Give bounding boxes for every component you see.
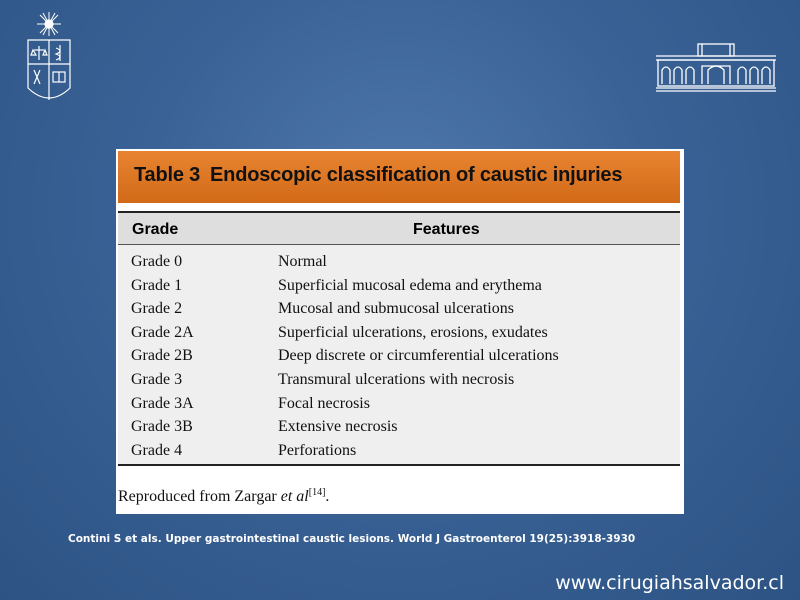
website-url: www.cirugiahsalvador.cl bbox=[555, 572, 784, 594]
hospital-building-icon bbox=[654, 42, 778, 92]
source-etal: et al bbox=[280, 488, 309, 505]
grade-cell: Grade 4 bbox=[131, 441, 183, 459]
university-seal-icon bbox=[22, 10, 76, 110]
feature-cell: Superficial mucosal edema and erythema bbox=[278, 276, 542, 294]
grade-cell: Grade 1 bbox=[131, 276, 183, 294]
grade-cell: Grade 2B bbox=[131, 347, 193, 365]
table-row bbox=[118, 275, 680, 299]
table-row bbox=[118, 440, 680, 464]
table-row bbox=[118, 298, 680, 322]
table-header bbox=[118, 213, 680, 245]
feature-cell: Transmural ulcerations with necrosis bbox=[278, 370, 515, 388]
table-figure bbox=[116, 149, 684, 514]
table-row bbox=[118, 416, 680, 440]
table-number: Table 3 bbox=[134, 164, 201, 186]
source-prefix: Reproduced from Zargar bbox=[118, 488, 281, 505]
feature-cell: Focal necrosis bbox=[278, 394, 370, 412]
table-row bbox=[118, 393, 680, 417]
grade-cell: Grade 3A bbox=[131, 394, 194, 412]
feature-cell: Deep discrete or circumferential ulcerations bbox=[278, 347, 559, 365]
feature-cell: Superficial ulcerations, erosions, exudates bbox=[278, 323, 548, 341]
table-row bbox=[118, 345, 680, 369]
feature-cell: Perforations bbox=[278, 441, 357, 459]
column-header-features: Features bbox=[413, 221, 480, 238]
grade-cell: Grade 0 bbox=[131, 253, 183, 270]
table-title: Endoscopic classification of caustic injuries bbox=[210, 164, 623, 186]
column-header-grade: Grade bbox=[132, 221, 179, 238]
grade-cell: Grade 2A bbox=[131, 323, 194, 341]
classification-table bbox=[118, 211, 680, 466]
feature-cell: Mucosal and submucosal ulcerations bbox=[278, 300, 514, 318]
grade-cell: Grade 3B bbox=[131, 418, 193, 436]
feature-cell: Normal bbox=[278, 253, 327, 270]
source-reference: [14] bbox=[308, 487, 326, 498]
table-row bbox=[118, 251, 680, 275]
feature-cell: Extensive necrosis bbox=[278, 418, 398, 436]
source-suffix: . bbox=[325, 488, 330, 505]
citation-text: Contini S et als. Upper gastrointestinal caustic lesions. World J Gastroenterol 19(25):3918-3930 bbox=[68, 533, 636, 545]
table-row bbox=[118, 322, 680, 346]
grade-cell: Grade 2 bbox=[131, 300, 183, 318]
table-title-bar bbox=[118, 151, 680, 203]
table-body bbox=[118, 251, 680, 463]
table-source-note bbox=[118, 487, 329, 506]
table-row bbox=[118, 369, 680, 393]
grade-cell: Grade 3 bbox=[131, 370, 183, 388]
